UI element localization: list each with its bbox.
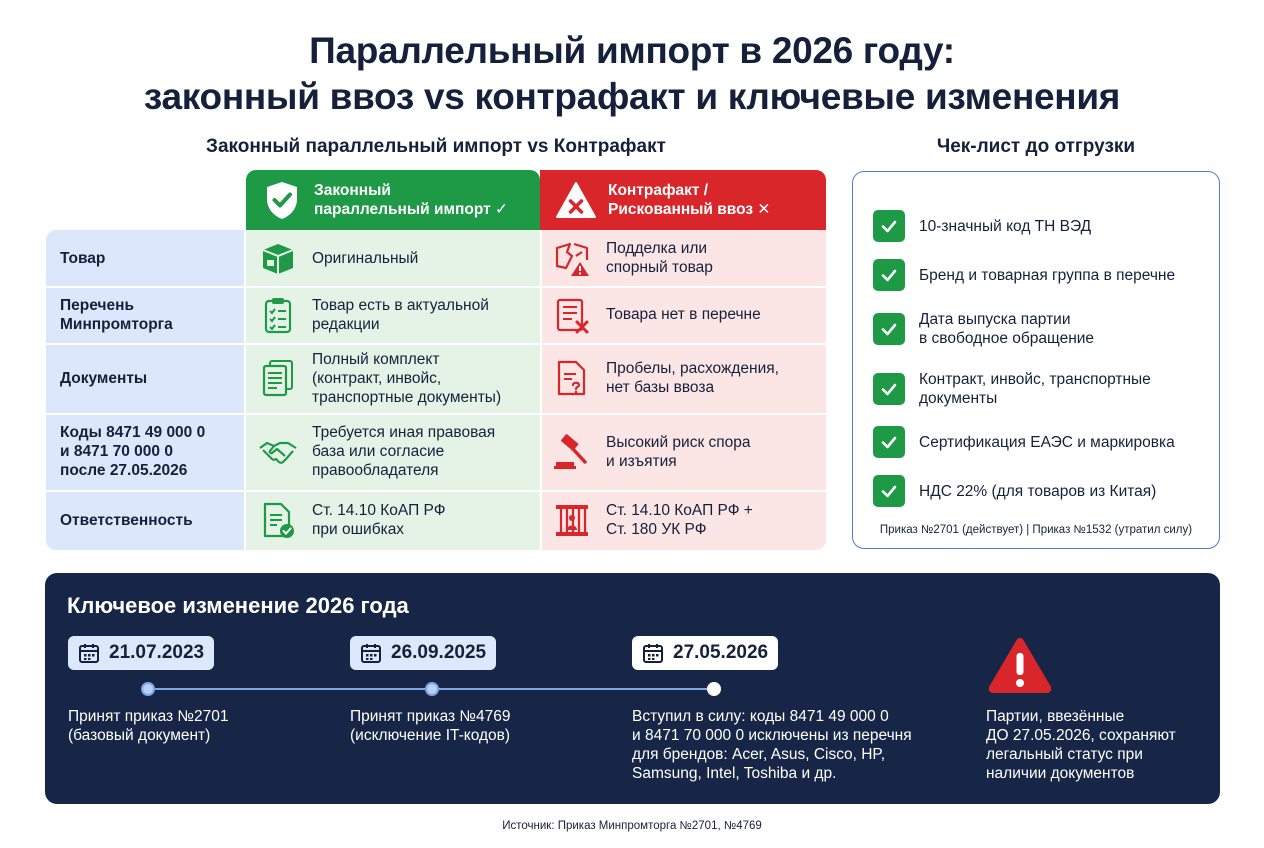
checklist-item-text: Сертификация ЕАЭС и маркировка	[919, 433, 1175, 451]
checkbox-checked-icon	[873, 210, 905, 242]
checklist-item-text: 10-значный код ТН ВЭД	[919, 217, 1092, 235]
timeline-dot-active	[707, 682, 721, 696]
legal-cell	[258, 490, 538, 550]
checklist-item	[873, 475, 1156, 507]
warning-text: Партии, ввезённые ДО 27.05.2026, сохраняют легальный статус при наличии документов	[986, 708, 1176, 782]
fake-cell-text: Подделка или спорный товар	[606, 240, 713, 276]
legal-cell-text: Требуется иная правовая база или согласие правообладателя	[312, 424, 496, 479]
shield-check-icon	[260, 178, 304, 222]
legal-header-text: Законный параллельный импорт ✓	[314, 182, 508, 218]
fake-column-header	[540, 170, 826, 230]
table-row-product	[46, 230, 826, 286]
calendar-icon	[360, 642, 382, 664]
legal-cell	[258, 343, 538, 413]
timeline-event-text: Принят приказ №4769 (исключение IT-кодов)	[350, 708, 511, 744]
checklist-footnote: Приказ №2701 (действует) | Приказ №1532 (утратил силу)	[879, 524, 1193, 536]
legal-cell	[258, 230, 538, 286]
document-question-icon	[552, 358, 592, 398]
checkbox-checked-icon	[873, 475, 905, 507]
list-cross-icon	[552, 295, 592, 335]
checklist-title: Чек-лист до отгрузки	[936, 136, 1136, 157]
fake-cell	[552, 490, 824, 550]
checklist-item	[873, 259, 1175, 291]
fake-cell	[552, 343, 824, 413]
page-title	[0, 28, 1264, 120]
table-row-list	[46, 286, 826, 343]
date-badge-active	[632, 636, 778, 670]
checklist-item	[873, 426, 1175, 458]
row-label: Коды 8471 49 000 0 и 8471 70 000 0 после 27.05.2026	[60, 424, 206, 479]
legal-cell-text: Ст. 14.10 КоАП РФ при ошибках	[312, 502, 446, 538]
box-icon	[258, 238, 298, 278]
fake-cell	[552, 230, 824, 286]
checkbox-checked-icon	[873, 313, 905, 345]
page-title-line1: Параллельный импорт в 2026 году:	[309, 30, 955, 71]
legal-cell-text: Оригинальный	[312, 249, 419, 267]
handshake-icon	[258, 432, 298, 472]
calendar-icon	[642, 642, 664, 664]
fake-cell-text: Высокий риск спора и изъятия	[606, 433, 751, 470]
row-label: Перечень Минпромторга	[60, 296, 173, 333]
fake-cell-text: Пробелы, расхождения, нет базы ввоза	[606, 360, 779, 396]
table-row-liability	[46, 490, 826, 550]
fake-cell	[552, 286, 824, 343]
checklist-item-text: Бренд и товарная группа в перечне	[919, 266, 1176, 284]
date-text: 27.05.2026	[673, 642, 769, 663]
document-check-icon	[258, 500, 298, 540]
timeline-dot	[141, 682, 155, 696]
comparison-title: Законный параллельный импорт vs Контрафакт	[206, 136, 666, 157]
checklist-panel	[852, 171, 1220, 549]
checklist-item-text: Дата выпуска партии в свободное обращение	[919, 311, 1095, 347]
legal-cell	[258, 286, 538, 343]
legal-column-header	[246, 170, 540, 230]
documents-icon	[258, 358, 298, 398]
legal-cell	[258, 413, 538, 490]
fake-cell	[552, 413, 824, 490]
calendar-icon	[78, 642, 100, 664]
fake-cell-text: Товара нет в перечне	[606, 306, 761, 323]
checklist-item	[873, 210, 1091, 242]
checklist-item-text: Контракт, инвойс, транспортные документы	[919, 371, 1151, 407]
legal-cell-text: Полный комплект (контракт, инвойс, транспортные документы)	[312, 350, 502, 406]
table-row-codes	[46, 413, 826, 490]
timeline-dot	[425, 682, 439, 696]
date-text: 21.07.2023	[109, 642, 205, 663]
clipboard-check-icon	[258, 295, 298, 335]
comparison-table	[46, 170, 826, 550]
fake-header-text: Контрафакт / Рискованный ввоз ✕	[608, 182, 771, 218]
checklist-item	[873, 310, 1094, 348]
broken-box-icon	[552, 238, 592, 278]
timeline-panel	[45, 573, 1220, 804]
checkbox-checked-icon	[873, 373, 905, 405]
prison-bars-icon	[552, 500, 592, 540]
date-badge	[68, 636, 214, 670]
row-label: Товар	[60, 249, 106, 267]
fake-cell-text: Ст. 14.10 КоАП РФ + Ст. 180 УК РФ	[606, 502, 753, 538]
warning-icon	[986, 635, 1054, 695]
row-label: Документы	[60, 369, 148, 387]
timeline-event-text: Вступил в силу: коды 8471 49 000 0 и 8471 70 000 0 исключены из перечня для брендов: Acer, Asus, Cisco, HP, Samsung, Intel, Toshiba и др.	[632, 708, 912, 782]
checklist-item	[873, 370, 1151, 408]
legal-cell-text: Товар есть в актуальной редакции	[312, 296, 489, 333]
date-text: 26.09.2025	[391, 642, 487, 663]
checkbox-checked-icon	[873, 259, 905, 291]
row-label: Ответственность	[60, 511, 193, 529]
checkbox-checked-icon	[873, 426, 905, 458]
warning-cross-icon	[554, 178, 598, 222]
table-row-documents	[46, 343, 826, 413]
checklist-item-text: НДС 22% (для товаров из Китая)	[919, 482, 1157, 500]
date-badge	[350, 636, 496, 670]
source-note: Источник: Приказ Минпромторга №2701, №4769	[502, 820, 762, 832]
timeline-event-text: Принят приказ №2701 (базовый документ)	[68, 708, 229, 744]
page-title-line2: законный ввоз vs контрафакт и ключевые изменения	[143, 76, 1121, 117]
timeline-title: Ключевое изменение 2026 года	[67, 593, 409, 618]
gavel-icon	[552, 432, 592, 472]
